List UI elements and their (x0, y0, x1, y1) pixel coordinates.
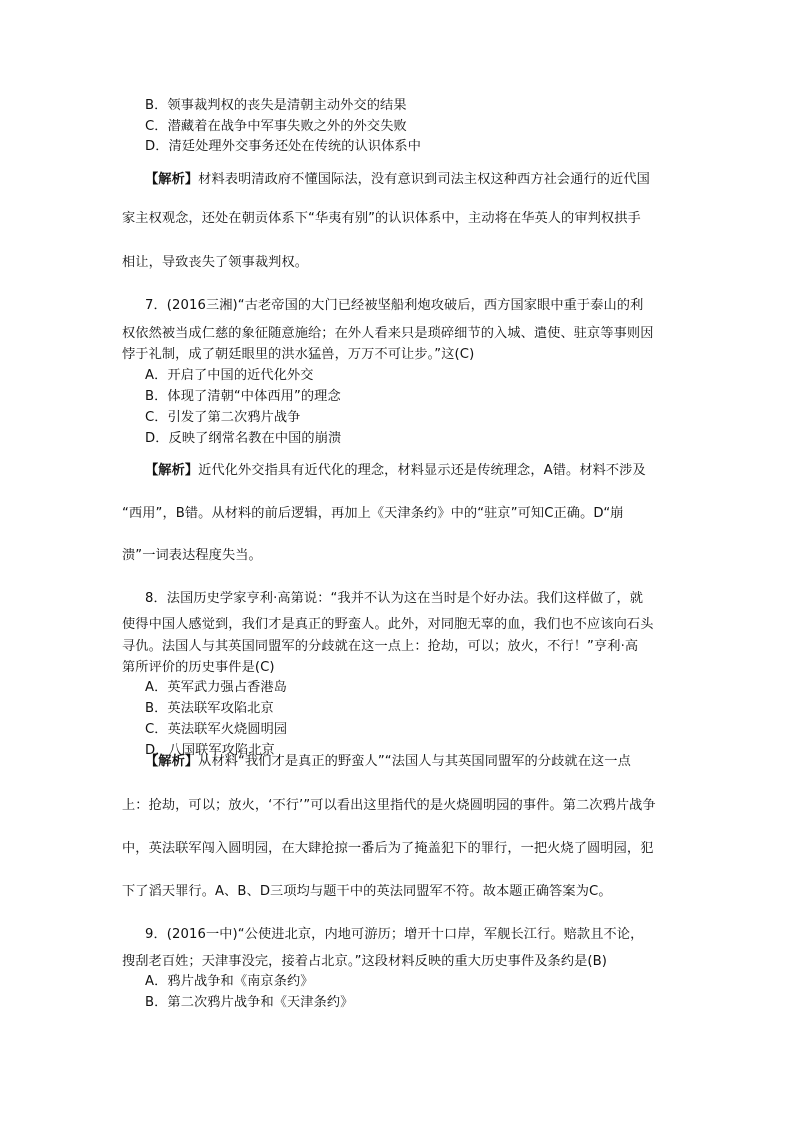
option-a: A．英军武力强占香港岛 (145, 680, 287, 695)
analysis-tag: 【解析】 (145, 463, 199, 478)
option-d: D．反映了纲常名教在中国的崩溃 (145, 431, 342, 446)
question-9-line: 9．(2016一中)“公使进北京，内地可游历；增开十口岸，军舰长江行。赔款且不论， (145, 927, 644, 942)
option-b: B．体现了清朝“中体西用”的理念 (145, 389, 341, 404)
option-c: C．潜藏着在战争中军事失败之外的外交失败 (145, 119, 407, 134)
analysis-line: “西用”，B错。从材料的前后逻辑，再加上《天津条约》中的“驻京”可知C正确。D“崩 (122, 506, 624, 521)
analysis-line: 【解析】近代化外交指具有近代化的理念，材料显示还是传统理念，A错。材料不涉及 (145, 463, 646, 478)
analysis-tag: 【解析】 (145, 754, 199, 769)
analysis-line: 中，英法联军闯入圆明园，在大肆抢掠一番后为了掩盖犯下的罪行，一把火烧了圆明园，犯 (122, 841, 654, 856)
analysis-line: 【解析】材料表明清政府不懂国际法，没有意识到司法主权这种西方社会通行的近代国 (145, 172, 650, 187)
option-a: A．开启了中国的近代化外交 (145, 368, 314, 383)
question-7-line: 7．(2016三湘)“古老帝国的大门已经被坚船利炮攻破后，西方国家眼中重于泰山的利 (145, 298, 644, 313)
option-b: B．领事裁判权的丧失是清朝主动外交的结果 (145, 98, 407, 113)
option-b: B．第二次鸦片战争和《天津条约》 (145, 995, 354, 1010)
analysis-line: 上：抢劫，可以；放火，‘不行’”可以看出这里指代的是火烧圆明园的事件。第二次鸦片战争 (122, 798, 656, 813)
option-a: A．鸦片战争和《南京条约》 (145, 974, 314, 989)
analysis-line: 溃”一词表达程度失当。 (122, 548, 262, 563)
option-d: D．清廷处理外交事务还处在传统的认识体系中 (145, 139, 422, 154)
analysis-line: 相让，导致丧失了领事裁判权。 (122, 255, 309, 270)
question-8-line: 8．法国历史学家亨利·高第说：“我并不认为这在当时是个好办法。我们这样做了，就 (145, 591, 644, 606)
analysis-line: 家主权观念，还处在朝贡体系下“华夷有别”的认识体系中，主动将在华英人的审判权拱手 (122, 211, 641, 226)
analysis-tag: 【解析】 (145, 172, 199, 187)
option-c: C．英法联军火烧圆明园 (145, 722, 288, 737)
analysis-line: 下了滔天罪行。A、B、D三项均与题干中的英法同盟军不符。故本题正确答案为C。 (122, 884, 612, 899)
question-8-line: 使得中国人感觉到，我们才是真正的野蛮人。此外，对同胞无辜的血，我们也不应该向石头 (122, 617, 654, 632)
analysis-line: 【解析】从材料“我们才是真正的野蛮人”“法国人与其英国同盟军的分歧就在这一点 (145, 754, 631, 769)
option-b: B．英法联军攻陷北京 (145, 701, 274, 716)
question-9-line: 搜刮老百姓；天津事没完，接着占北京。”这段材料反映的重大历史事件及条约是(B) (122, 954, 608, 969)
question-8-line: 寻仇。法国人与其英国同盟军的分歧就在这一点上：抢劫，可以；放火，不行！”亨利·高 (122, 639, 639, 654)
option-c: C．引发了第二次鸦片战争 (145, 410, 301, 425)
question-7-line: 悖于礼制，成了朝廷眼里的洪水猛兽，万万不可让步。”这(C) (122, 347, 475, 362)
question-8-line: 第所评价的历史事件是(C) (122, 660, 275, 675)
option-d: D．八国联军攻陷北京 (145, 743, 275, 758)
question-7-line: 权依然被当成仁慈的象征随意施给；在外人看来只是琐碎细节的入城、遣使、驻京等事则因 (122, 326, 654, 341)
